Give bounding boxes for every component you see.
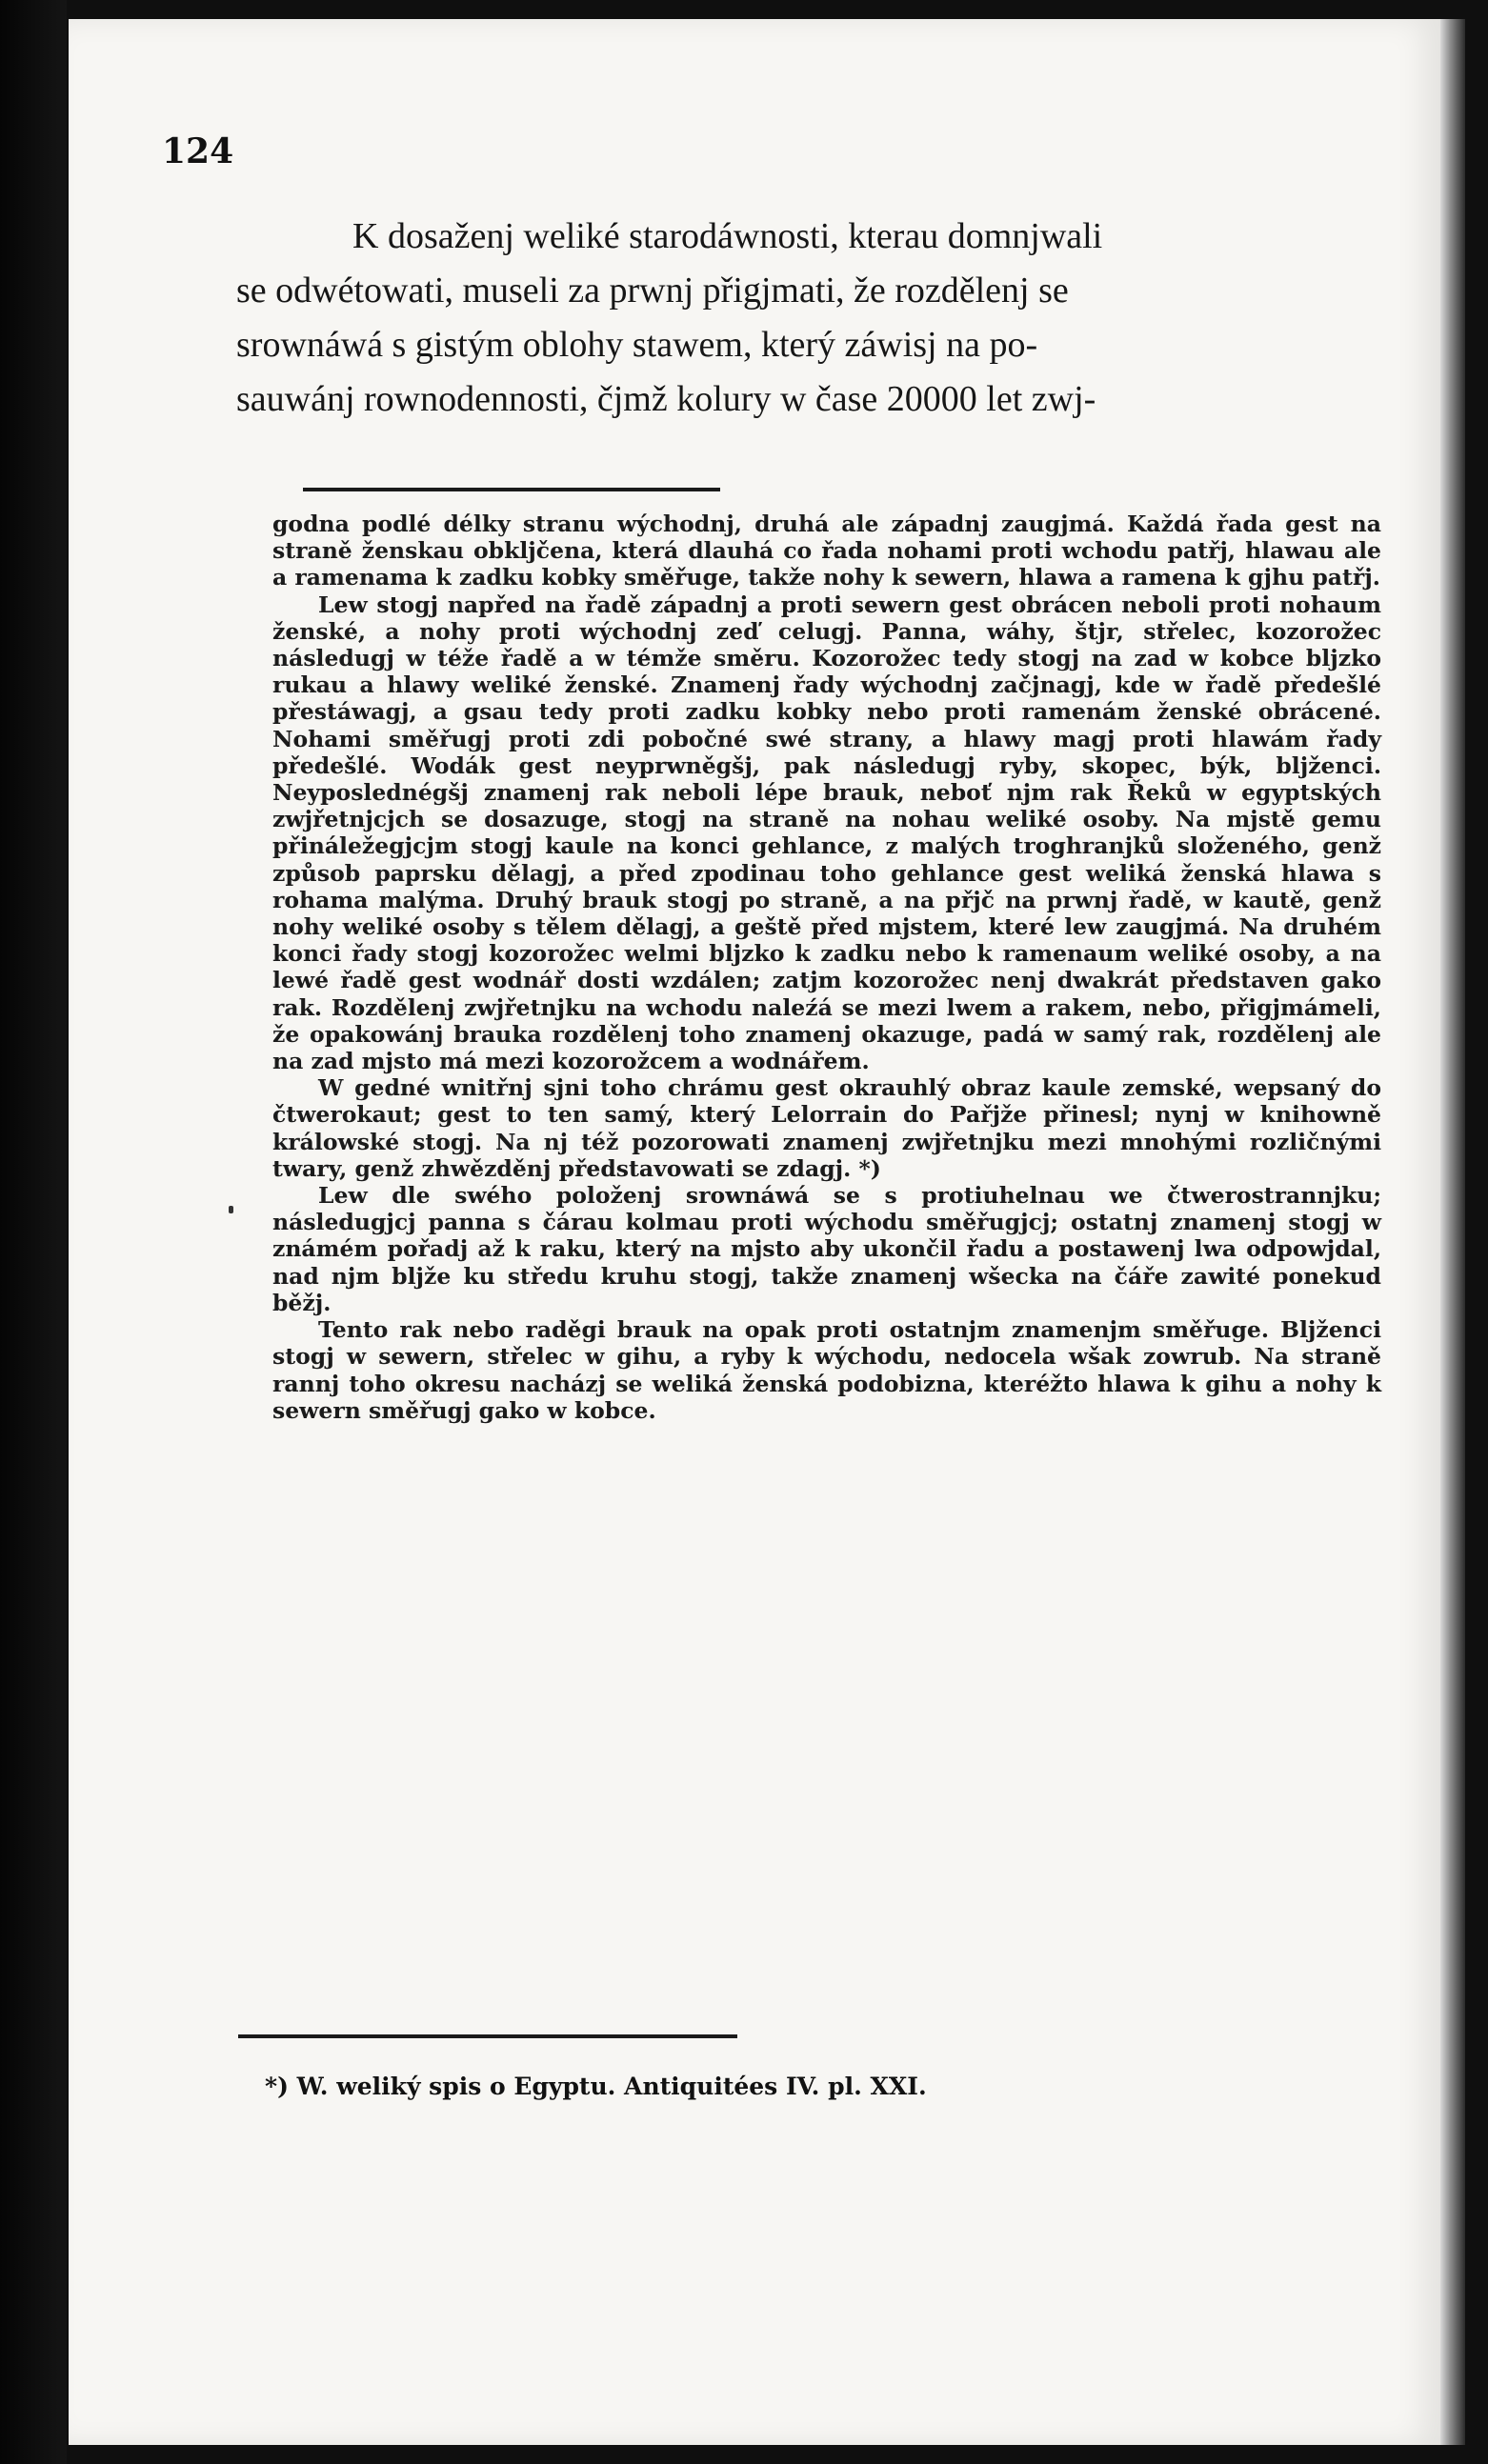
main-text-block [236,210,1379,427]
notes-paragraph: W gedné wnitřnj sjni toho chrámu gest okrauhlý obraz kaule zemské, wepsaný do čtwerokaut; gest to ten samý, který Lelorrain do Pařjže přinesl; nynj w knihowně králowské stogj. Na nj též pozorowati znamenj zwjřetnjku mezi mnohými rozličnými twary, genž zhwězděnj představowati se zdagj. *) [272,1074,1381,1182]
intro-line [236,372,1379,427]
scan-border-left [0,0,67,2464]
separator-rule [303,488,720,491]
notes-paragraph: Tento rak nebo raděgi brauk na opak proti ostatnjm znamenjm směřuge. Bljženci stogj w sewern, střelec w gihu, a ryby k wýchodu, nedocela wšak zowrub. Na straně rannj toho okresu nacházj se weliká ženská podobizna, kteréžto hlawa k gihu a nohy k sewern směřugj gako w kobce. [272,1316,1381,1424]
intro-line-text: se odwétowati, museli za prwnj přigjmati, že rozdělenj se [236,270,1069,311]
intro-line [236,264,1379,318]
notes-paragraph: Lew stogj napřed na řadě západnj a proti sewern gest obrácen neboli proti nohaum ženské, a nohy proti wýchodnj zeď celugj. Panna, wáhy, štjr, střelec, kozorožec následugj w téže řadě a w témže směru. Kozorožec tedy stogj na zad w kobce bljzko rukau a hlawy weliké ženské. Znamenj řady wýchodnj začjnagj, kde w řadě předešlé přestáwagj, a gsau tedy proti zadku kobky nebo proti ramenám ženské obrácené. Nohami směřugj proti zdi pobočné swé strany, a hlawy magj proti hlawám řady předešlé. Wodák gest neyprwněgšj, pak následugj ryby, skopec, býk, bljženci. Neyposlednégšj znamenj rak neboli lépe brauk, neboť njm rak Řeků w egyptských zwjřetnjcjch se dosazuge, stogj na straně na nohau weliké osoby. Na mjstě gemu přináležegjcjm stogj kaule na konci gehlance, z malých troghranjků složeného, genž způsob paprsku dělagj, a před zpodinau toho gehlance gest weliká ženská hlawa s rohama malýma. Druhý brauk stogj po straně, a na přjč na prwnj řadě, w kautě, genž nohy weliké osoby s tělem dělagj, a geště před mjstem, které lew zaugjmá. Na druhém konci řady stogj kozorožec welmi bljzko k zadku nebo k ramenaum weliké osoby, a na lewé řadě gest wodnář dosti wzdálen; zatjm kozorožec nenj dwakrát představen gako rak. Rozdělenj zwjřetnjku na wchodu naleźá se mezi lwem a rakem, nebo, přigjmámeli, že opakowánj brauka rozdělenj toho znamenj okazuge, padá w samý rak, rozdělenj ale na zad mjsto má mezi kozorožcem a wodnářem. [272,591,1381,1075]
notes-text-block [272,511,1381,1424]
intro-line [236,318,1379,372]
footnote-rule [238,2034,737,2038]
ink-speck [229,1206,233,1213]
intro-line-text: sauwánj rownodennosti, čjmž kolury w čase 20000 let zwj- [236,379,1096,419]
intro-line [236,210,1379,264]
page-number: 124 [162,131,234,171]
intro-line-text: srownáwá s gistým oblohy stawem, který záwisj na po- [236,325,1038,365]
notes-paragraph: Lew dle swého položenj srownáwá se s protiuhelnau we čtwerostrannjku; následugjcj panna s čárau kolmau proti wýchodu směřugjcj; ostatnj znamenj stogj w známém pořadj až k raku, který na mjsto aby ukončil řadu a postawenj lwa odpowjdal, nad njm bljže ku středu kruhu stogj, takže znamenj wšecka na čáře zawité ponekud běžj. [272,1182,1381,1316]
intro-line-text: K dosaženj weliké starodáwnosti, kterau domnjwali [352,216,1103,256]
notes-paragraph: godna podlé délky stranu wýchodnj, druhá ale západnj zaugjmá. Každá řada gest na straně ženskau obkljčena, která dlauhá co řada nohami proti wchodu patřj, hlawau ale a ramenama k zadku kobky směřuge, takže nohy k sewern, hlawa a ramena k gjhu patřj. [272,511,1381,591]
page-edge-shadow [1440,19,1465,2445]
footnote: *) W. weliký spis o Egyptu. Antiquitées IV. pl. XXI. [265,2073,927,2100]
